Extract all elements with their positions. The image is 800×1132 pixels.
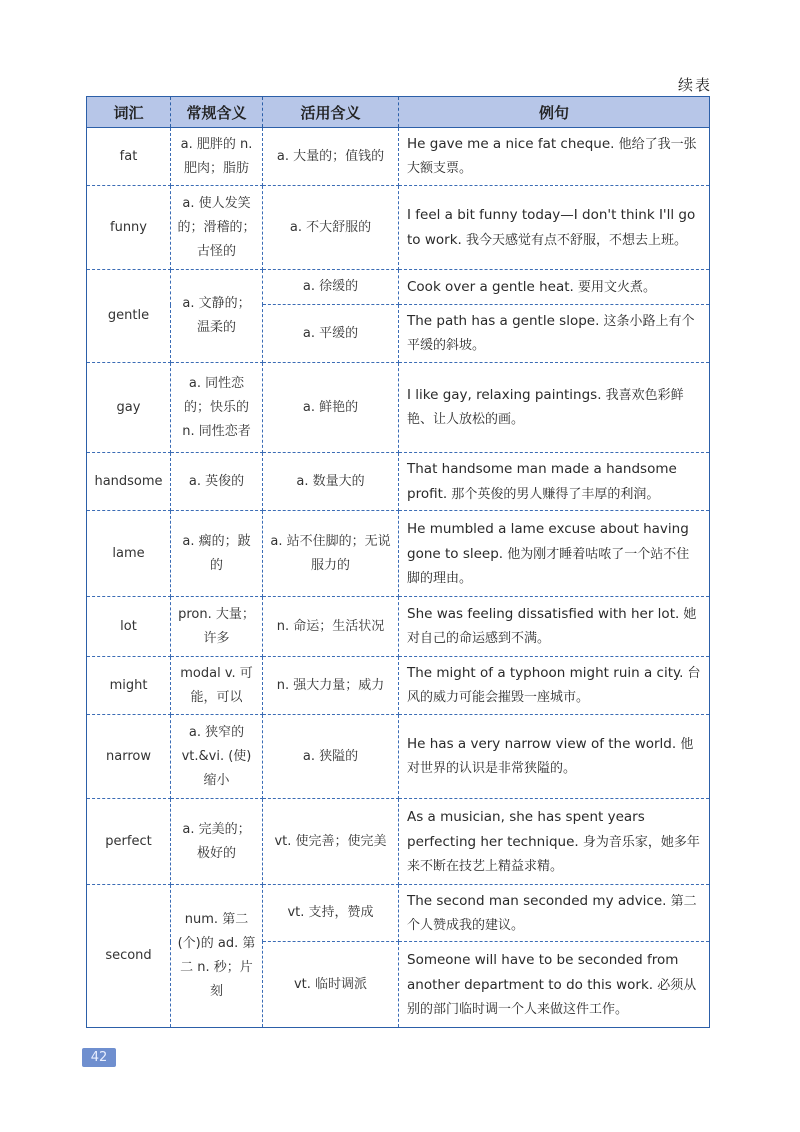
example-cell	[399, 657, 710, 715]
flexible-meaning-cell: a. 鲜艳的	[263, 363, 399, 453]
flexible-meaning-cell: a. 徐缓的	[263, 270, 399, 305]
usual-meaning-cell: a. 肥胖的 n. 肥肉；脂肪	[171, 128, 263, 186]
word-cell: gentle	[87, 270, 171, 363]
example-chinese: 身为音乐家，她多年来不断在技艺上精益求精。	[407, 834, 700, 874]
flexible-meaning-cell: vt. 使完善；使完美	[263, 799, 399, 885]
example-cell	[399, 305, 710, 363]
usual-meaning-cell: a. 使人发笑的；滑稽的；古怪的	[171, 186, 263, 270]
example-cell	[399, 186, 710, 270]
flexible-meaning-cell: n. 命运；生活状况	[263, 597, 399, 657]
usual-meaning-cell: a. 同性恋的；快乐的 n. 同性恋者	[171, 363, 263, 453]
table-row	[87, 715, 710, 799]
example-chinese: 第二个人赞成我的建议。	[407, 893, 697, 933]
example-chinese: 我喜欢色彩鲜艳、让人放松的画。	[407, 388, 684, 427]
usual-meaning-cell: a. 狭窄的 vt.&vi. (使)缩小	[171, 715, 263, 799]
example-cell	[399, 597, 710, 657]
flexible-meaning-cell: a. 站不住脚的；无说服力的	[263, 511, 399, 597]
word-cell: might	[87, 657, 171, 715]
example-english: As a musician, she has spent years perfecting her technique.	[407, 808, 645, 850]
example-chinese: 他为刚才睡着咕哝了一个站不住脚的理由。	[407, 546, 690, 586]
usual-meaning-cell: num. 第二(个)的 ad. 第二 n. 秒；片刻	[171, 885, 263, 1028]
table-row	[87, 511, 710, 597]
example-chinese: 我今天感觉有点不舒服，不想去上班。	[465, 232, 687, 248]
vocabulary-table	[86, 96, 710, 1028]
example-cell	[399, 453, 710, 511]
example-chinese: 必须从别的部门临时调一个人来做这件工作。	[407, 977, 697, 1017]
table-row	[87, 657, 710, 715]
table-row	[87, 453, 710, 511]
header-word: 词汇	[87, 97, 171, 128]
table-row	[87, 363, 710, 453]
example-chinese: 他给了我一张大额支票。	[407, 137, 697, 176]
example-cell	[399, 715, 710, 799]
example-english: He mumbled a lame excuse about having gone to sleep.	[407, 520, 689, 562]
usual-meaning-cell: a. 完美的；极好的	[171, 799, 263, 885]
example-chinese: 那个英俊的男人赚得了丰厚的利润。	[451, 486, 660, 502]
example-chinese: 她对自己的命运感到不满。	[407, 607, 697, 646]
word-cell: lame	[87, 511, 171, 597]
table-row	[87, 186, 710, 270]
example-english: I like gay, relaxing paintings.	[407, 387, 602, 403]
example-chinese: 台风的威力可能会摧毁一座城市。	[407, 666, 701, 705]
table-row	[87, 128, 710, 186]
example-english: He has a very narrow view of the world.	[407, 736, 677, 752]
example-cell	[399, 942, 710, 1028]
flexible-meaning-cell: a. 大量的；值钱的	[263, 128, 399, 186]
page-number: 42	[82, 1048, 116, 1067]
table-header-row	[87, 97, 710, 128]
word-cell: funny	[87, 186, 171, 270]
example-english: Cook over a gentle heat.	[407, 278, 574, 295]
example-chinese: 这条小路上有个平缓的斜坡。	[407, 314, 695, 353]
flexible-meaning-cell: a. 狭隘的	[263, 715, 399, 799]
example-english: I feel a bit funny today—I don't think I'll go to work.	[407, 206, 696, 248]
flexible-meaning-cell: n. 强大力量；威力	[263, 657, 399, 715]
example-english: The second man seconded my advice.	[407, 892, 667, 909]
word-cell: narrow	[87, 715, 171, 799]
example-english: The path has a gentle slope.	[407, 313, 600, 329]
example-chinese: 要用文火煮。	[577, 279, 656, 295]
word-cell: gay	[87, 363, 171, 453]
example-chinese: 他对世界的认识是非常狭隘的。	[407, 737, 694, 776]
flexible-meaning-cell: vt. 支持，赞成	[263, 885, 399, 942]
example-english: That handsome man made a handsome profit.	[407, 460, 677, 502]
example-cell	[399, 128, 710, 186]
flexible-meaning-cell: a. 数量大的	[263, 453, 399, 511]
example-cell	[399, 270, 710, 305]
example-english: She was feeling dissatisfied with her lot.	[407, 606, 680, 622]
flexible-meaning-cell: a. 不大舒服的	[263, 186, 399, 270]
word-cell: handsome	[87, 453, 171, 511]
example-english: Someone will have to be seconded from another department to do this work.	[407, 951, 679, 993]
word-cell: lot	[87, 597, 171, 657]
table-row	[87, 799, 710, 885]
word-cell: second	[87, 885, 171, 1028]
example-english: He gave me a nice fat cheque.	[407, 136, 615, 152]
header-usual-meaning: 常规含义	[171, 97, 263, 128]
example-english: The might of a typhoon might ruin a city.	[407, 665, 684, 681]
usual-meaning-cell: pron. 大量；许多	[171, 597, 263, 657]
usual-meaning-cell: a. 英俊的	[171, 453, 263, 511]
word-cell: fat	[87, 128, 171, 186]
table-row	[87, 597, 710, 657]
flexible-meaning-cell: vt. 临时调派	[263, 942, 399, 1028]
continued-label: 续表	[677, 76, 712, 94]
usual-meaning-cell: a. 瘸的；跛的	[171, 511, 263, 597]
header-example: 例句	[399, 97, 710, 128]
example-cell	[399, 799, 710, 885]
word-cell: perfect	[87, 799, 171, 885]
example-cell	[399, 885, 710, 942]
table-row	[87, 885, 710, 942]
flexible-meaning-cell: a. 平缓的	[263, 305, 399, 363]
usual-meaning-cell: modal v. 可能，可以	[171, 657, 263, 715]
usual-meaning-cell: a. 文静的；温柔的	[171, 270, 263, 363]
table-row	[87, 270, 710, 305]
example-cell	[399, 511, 710, 597]
header-flexible-meaning: 活用含义	[263, 97, 399, 128]
example-cell	[399, 363, 710, 453]
